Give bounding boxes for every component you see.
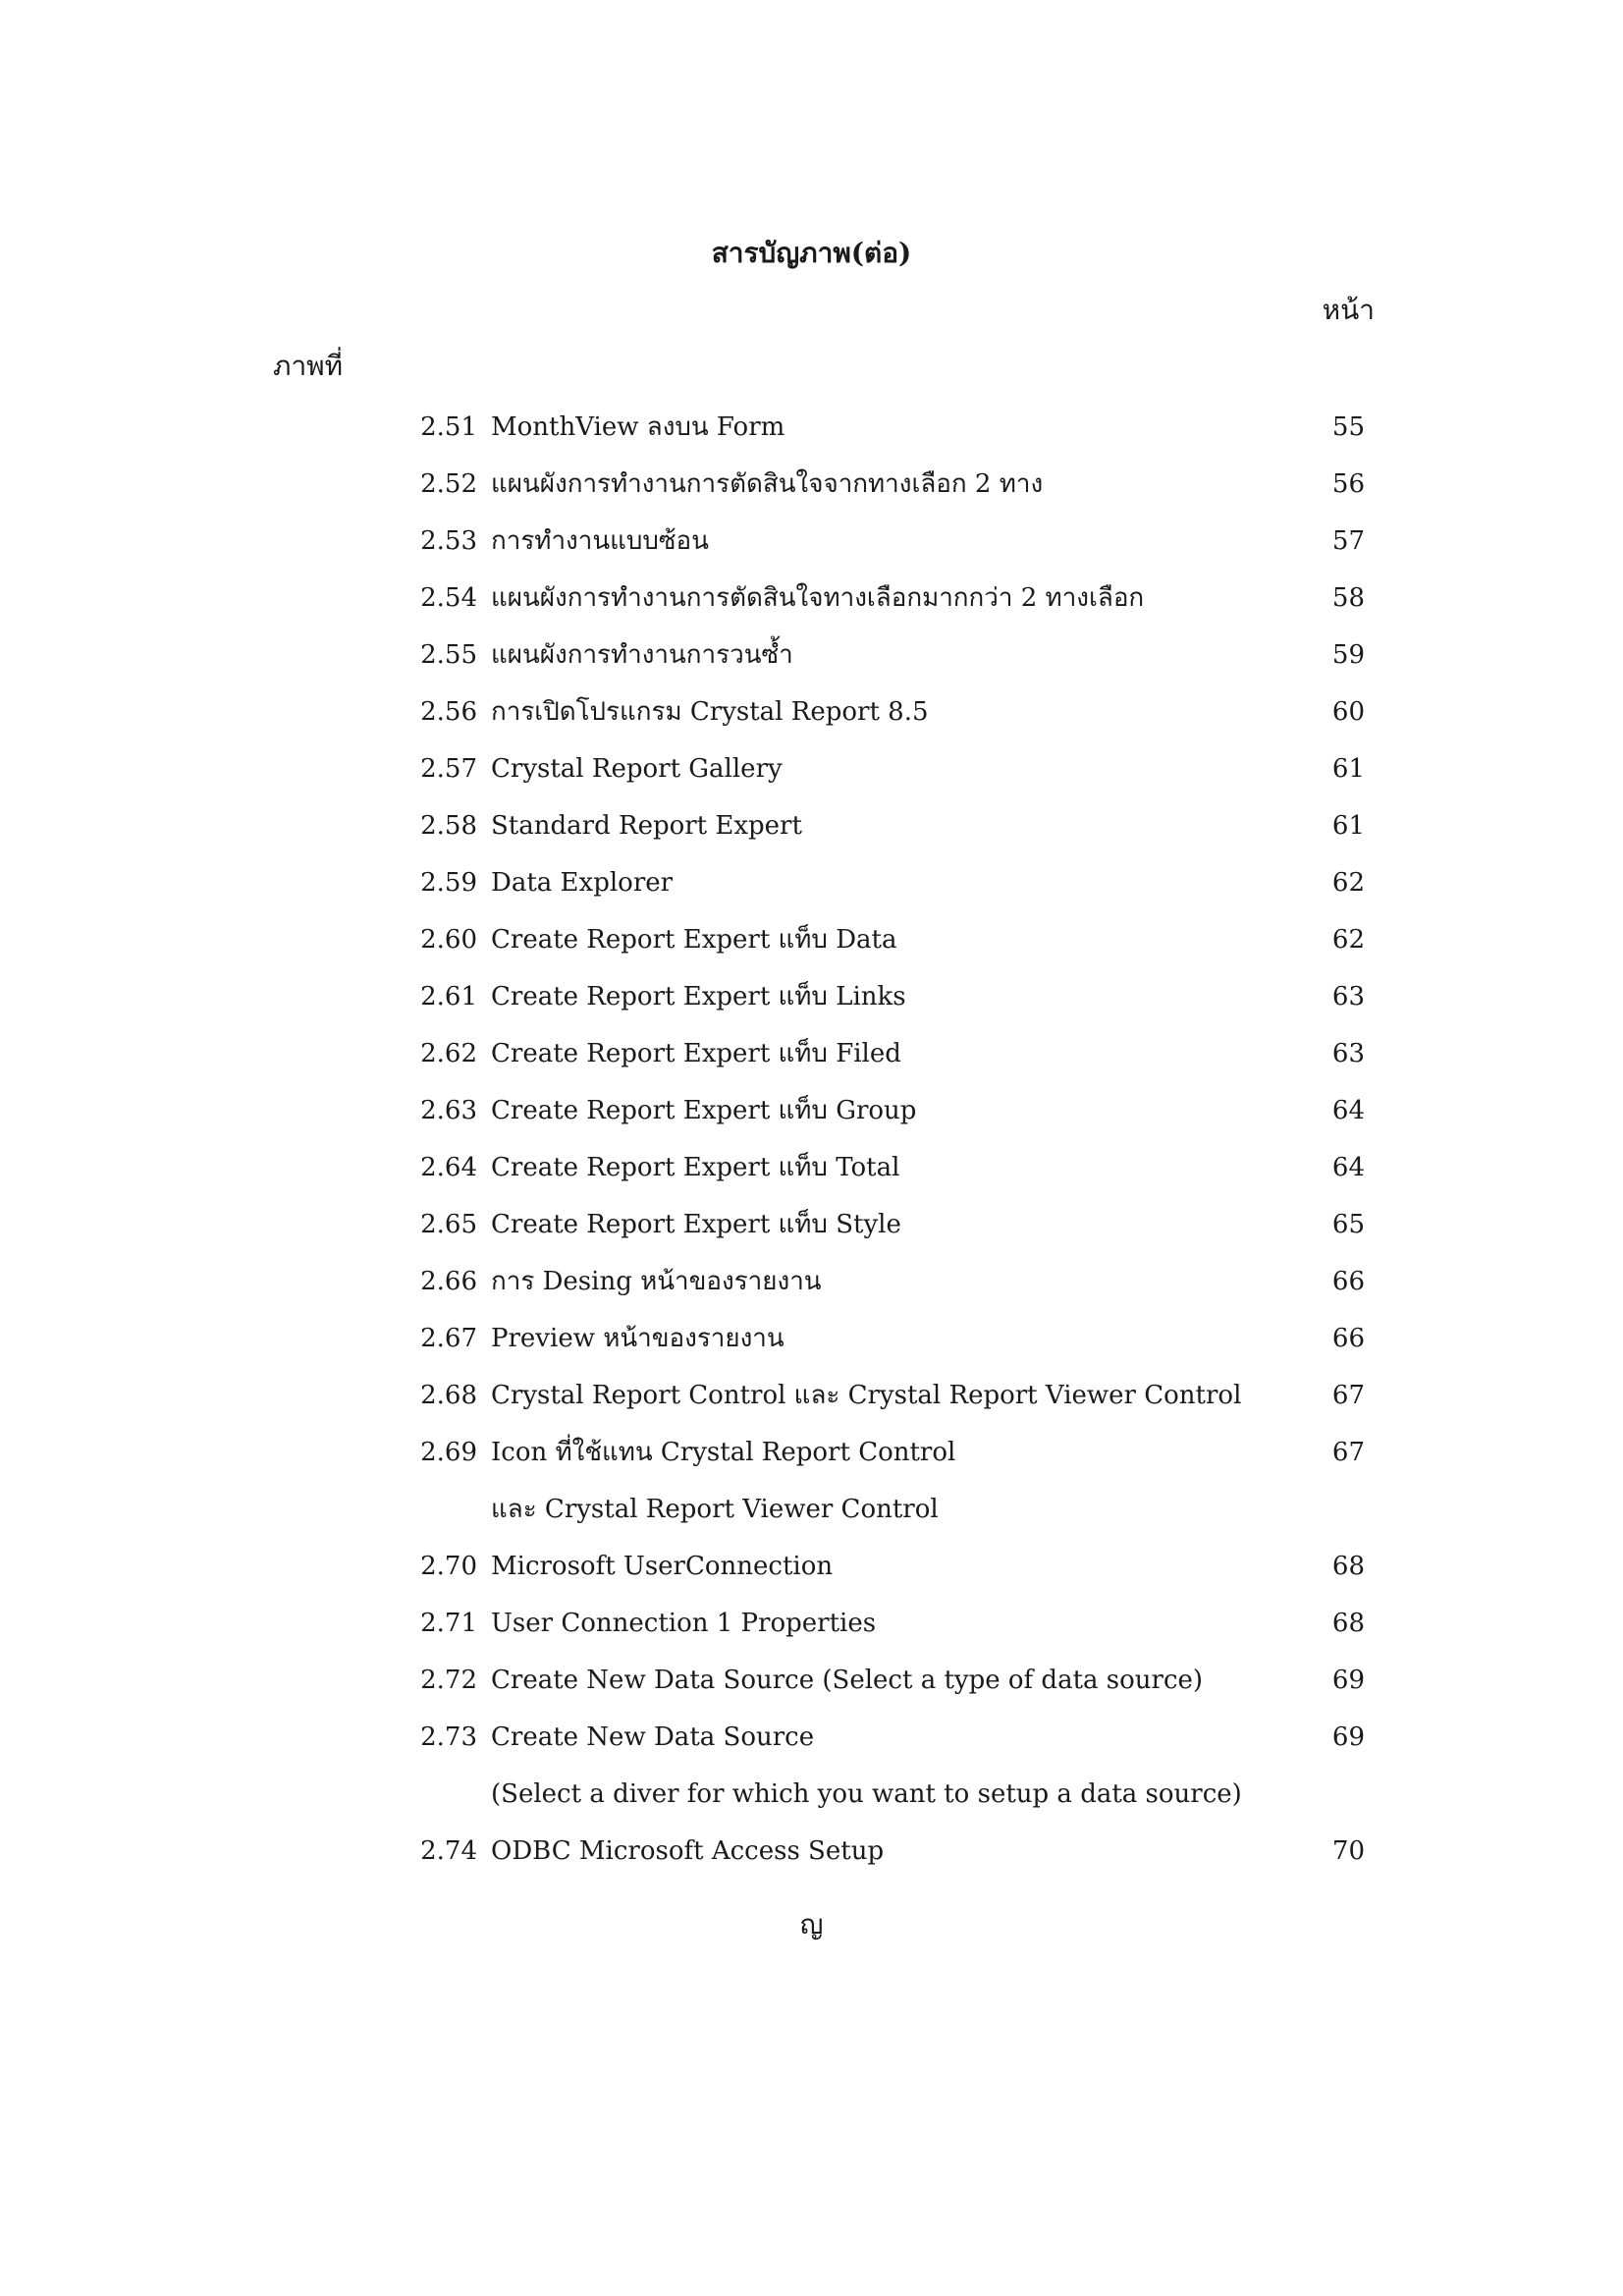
figure-title: Create New Data Source (Select a type of data source)	[491, 1666, 1204, 1695]
figure-number: 2.64	[420, 1153, 477, 1182]
figure-title: Preview หน้าของรายงาน	[491, 1324, 784, 1353]
figure-number: 2.67	[420, 1324, 477, 1353]
figure-number: 2.66	[420, 1267, 477, 1296]
figure-number: 2.62	[420, 1039, 477, 1068]
figure-number: 2.71	[420, 1609, 477, 1638]
figure-number: 2.57	[420, 754, 477, 784]
figure-number: 2.59	[420, 868, 477, 898]
figure-number: 2.56	[420, 697, 477, 727]
page-number: 64	[1331, 1096, 1365, 1125]
figure-title: Microsoft UserConnection	[491, 1552, 834, 1581]
figure-number: 2.70	[420, 1552, 477, 1581]
figure-title: Standard Report Expert	[491, 811, 802, 841]
list-item	[0, 683, 1623, 740]
figure-number: 2.69	[420, 1438, 477, 1467]
page-number: 70	[1331, 1836, 1365, 1866]
figure-title: Create New Data Source	[491, 1722, 815, 1752]
list-item	[0, 570, 1623, 627]
figure-number: 2.63	[420, 1096, 477, 1125]
figure-number: 2.73	[420, 1722, 477, 1752]
list-item	[0, 740, 1623, 797]
page-number: 67	[1331, 1381, 1365, 1410]
page-number: 66	[1331, 1267, 1365, 1296]
page-number: 59	[1331, 640, 1365, 670]
figure-number: 2.68	[420, 1381, 477, 1410]
page-number: 69	[1331, 1666, 1365, 1695]
figure-number: 2.74	[420, 1836, 477, 1866]
figure-number: 2.61	[420, 982, 477, 1011]
page-number: 57	[1331, 526, 1365, 556]
list-item	[0, 1766, 1623, 1823]
figure-number: 2.60	[420, 925, 477, 955]
figure-number: 2.52	[420, 469, 477, 499]
page-number: 67	[1331, 1438, 1365, 1467]
figure-title: MonthView ลงบน Form	[491, 412, 785, 442]
list-item	[0, 1367, 1623, 1424]
list-item	[0, 1139, 1623, 1196]
figure-title: และ Crystal Report Viewer Control	[491, 1495, 939, 1524]
list-item	[0, 797, 1623, 854]
list-item	[0, 1481, 1623, 1538]
figure-number: 2.55	[420, 640, 477, 670]
figure-number: 2.72	[420, 1666, 477, 1695]
page-title: สารบัญภาพ(ต่อ)	[711, 237, 912, 269]
list-item	[0, 968, 1623, 1025]
figure-title: User Connection 1 Properties	[491, 1609, 877, 1638]
figure-title: ODBC Microsoft Access Setup	[491, 1836, 885, 1866]
figure-title: แผนผังการทำงานการตัดสินใจทางเลือกมากกว่า 2 ทางเลือก	[491, 583, 1145, 613]
figure-title: การเปิดโปรแกรม Crystal Report 8.5	[491, 697, 929, 727]
figure-number: 2.53	[420, 526, 477, 556]
page-number: 68	[1331, 1609, 1365, 1638]
list-item	[0, 1082, 1623, 1139]
figure-title: การ Desing หน้าของรายงาน	[491, 1267, 822, 1296]
page-number: 55	[1331, 412, 1365, 442]
figure-number: 2.54	[420, 583, 477, 613]
list-item	[0, 1196, 1623, 1253]
list-item	[0, 1310, 1623, 1367]
page-number: 66	[1331, 1324, 1365, 1353]
list-item	[0, 1709, 1623, 1766]
list-item	[0, 854, 1623, 911]
figure-title: Create Report Expert แท็บ Style	[491, 1210, 901, 1239]
page-number: 62	[1331, 925, 1365, 955]
page-number: 68	[1331, 1552, 1365, 1581]
list-item	[0, 1538, 1623, 1595]
list-item	[0, 456, 1623, 513]
list-item	[0, 1823, 1623, 1880]
page-number: 58	[1331, 583, 1365, 613]
page-number: 62	[1331, 868, 1365, 898]
page-number: 63	[1331, 982, 1365, 1011]
page-number: 63	[1331, 1039, 1365, 1068]
page-number: 61	[1331, 754, 1365, 784]
list-item	[0, 399, 1623, 456]
figure-title: Crystal Report Gallery	[491, 754, 783, 784]
figure-title: Data Explorer	[491, 868, 674, 898]
list-item	[0, 911, 1623, 968]
figure-title: Icon ที่ใช้แทน Crystal Report Control	[491, 1438, 956, 1467]
figure-title: การทำงานแบบซ้อน	[491, 526, 709, 556]
figure-title: Create Report Expert แท็บ Data	[491, 925, 897, 955]
page-number: 60	[1331, 697, 1365, 727]
figure-title: แผนผังการทำงานการวนซ้ำ	[491, 640, 793, 670]
figure-column-label: ภาพที่	[273, 350, 344, 382]
page-number: 61	[1331, 811, 1365, 841]
page-number: 69	[1331, 1722, 1365, 1752]
figure-title: Create Report Expert แท็บ Links	[491, 982, 906, 1011]
figure-title: Crystal Report Control และ Crystal Report Viewer Control	[491, 1381, 1242, 1410]
figure-number: 2.65	[420, 1210, 477, 1239]
figure-title: Create Report Expert แท็บ Group	[491, 1096, 917, 1125]
figure-title: Create Report Expert แท็บ Filed	[491, 1039, 901, 1068]
list-item	[0, 1424, 1623, 1481]
figure-title: แผนผังการทำงานการตัดสินใจจากทางเลือก 2 ทาง	[491, 469, 1044, 499]
page-column-header: หน้า	[1322, 294, 1375, 326]
list-item	[0, 627, 1623, 683]
figure-number: 2.51	[420, 412, 477, 442]
page-number: 56	[1331, 469, 1365, 499]
page-footer-marker: ญ	[799, 1908, 824, 1941]
list-item	[0, 1652, 1623, 1709]
figure-number: 2.58	[420, 811, 477, 841]
list-item	[0, 1025, 1623, 1082]
list-item	[0, 513, 1623, 570]
page-number: 64	[1331, 1153, 1365, 1182]
figure-title: Create Report Expert แท็บ Total	[491, 1153, 900, 1182]
figure-title: (Select a diver for which you want to setup a data source)	[491, 1779, 1242, 1809]
list-item	[0, 1253, 1623, 1310]
page-number: 65	[1331, 1210, 1365, 1239]
list-item	[0, 1595, 1623, 1652]
